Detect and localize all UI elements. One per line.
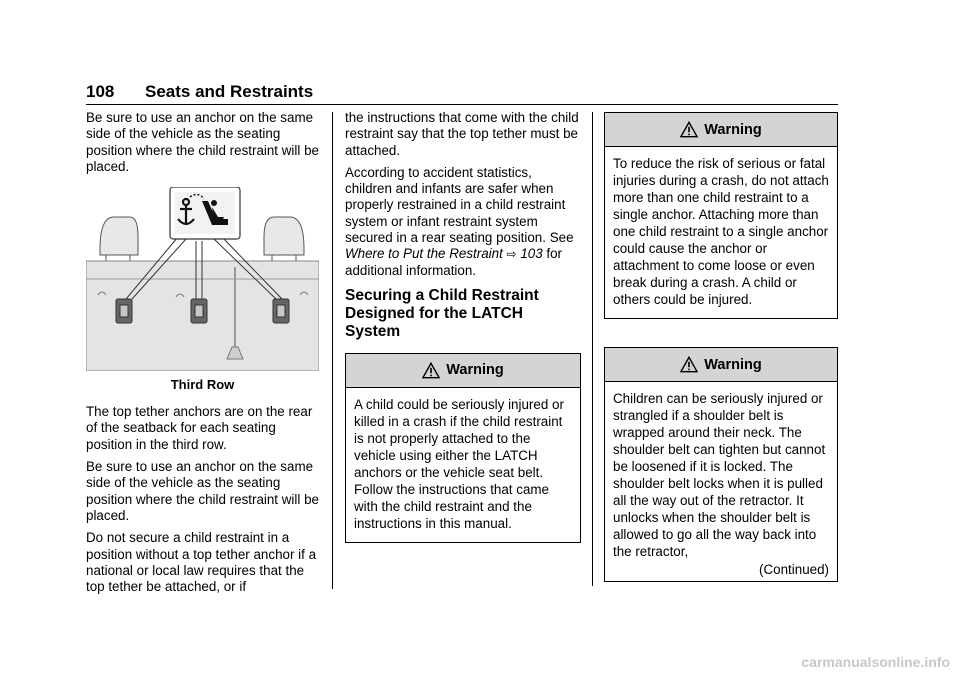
column-divider <box>332 112 333 589</box>
paragraph-with-reference <box>345 165 581 279</box>
warning-body <box>346 388 580 542</box>
warning-body <box>605 382 837 581</box>
paragraph: The top tether anchors are on the rear of the seatback for each seating position in the third row. <box>86 404 313 452</box>
warning-triangle-icon <box>680 356 698 373</box>
section-title: Seats and Restraints <box>145 82 314 101</box>
column-divider <box>592 112 593 586</box>
warning-title: Warning <box>704 356 762 373</box>
warning-header <box>605 113 837 147</box>
tether-anchor-icon <box>170 187 240 239</box>
third-row-seat-illustration <box>86 187 319 371</box>
figure-caption: Third Row <box>170 377 235 393</box>
warning-triangle-icon <box>422 362 440 379</box>
column-right <box>604 112 838 582</box>
page-number: 108 <box>86 82 115 101</box>
paragraph-text: According to accident statistics, children and infants are safer when properly restrained in a child restraint system or infant restraint system secured in a rear seating position. See <box>345 164 574 246</box>
paragraph-text: for additional information. <box>345 246 563 278</box>
paragraph: Do not secure a child restraint in a position without a top tether anchor if a national or local law requires that the top tether be attached, or if <box>86 530 317 595</box>
warning-header <box>346 354 580 388</box>
warning-box <box>345 353 581 543</box>
page-arrow-icon: ⇨ <box>506 247 517 262</box>
subsection-heading: Securing a Child Restraint Designed for the LATCH System <box>345 286 539 340</box>
warning-text: To reduce the risk of serious or fatal injuries during a crash, do not attach more than one child restraint to a single anchor. Attaching more than one child restraint to a single anchor could cause the anchor or attachment to come loose or even break during a crash. A child or others could be injured. <box>613 156 829 307</box>
warning-triangle-icon <box>680 121 698 138</box>
warning-text: Children can be seriously injured or strangled if a shoulder belt is wrapped around their neck. The shoulder belt can tighten but cannot be loosened if it is locked. The shoulder belt locks when it is pulled all the way out of the retractor. It unlocks when the shoulder belt is allowed to go all the way back into the retractor, <box>613 391 826 559</box>
continued-label: (Continued) <box>759 562 829 577</box>
warning-title: Warning <box>704 121 762 138</box>
paragraph: Be sure to use an anchor on the same side of the vehicle as the seating position where the child restraint will be placed. <box>86 110 319 174</box>
watermark: carmanualsonline.info <box>801 654 950 670</box>
warning-header <box>605 348 837 382</box>
warning-text: A child could be seriously injured or killed in a crash if the child restraint is not properly attached to the vehicle using either the LATCH anchors or the vehicle seat belt. Follow the instructions that came with the child restraint and the instructions in this manual. <box>354 396 564 531</box>
paragraph: Be sure to use an anchor on the same side of the vehicle as the seating position where the child restraint will be placed. <box>86 459 319 523</box>
page-header <box>86 80 838 105</box>
warning-body <box>605 147 837 318</box>
column-middle <box>345 110 581 543</box>
warning-title: Warning <box>446 362 504 379</box>
cross-reference-link[interactable]: Where to Put the Restraint <box>345 246 503 262</box>
third-row-figure <box>86 187 319 371</box>
warning-box <box>604 112 838 319</box>
column-left <box>86 110 319 601</box>
warning-box <box>604 347 838 582</box>
reference-page-number[interactable]: 103 <box>520 246 543 262</box>
paragraph: the instructions that come with the child restraint say that the top tether must be attached. <box>345 110 579 158</box>
